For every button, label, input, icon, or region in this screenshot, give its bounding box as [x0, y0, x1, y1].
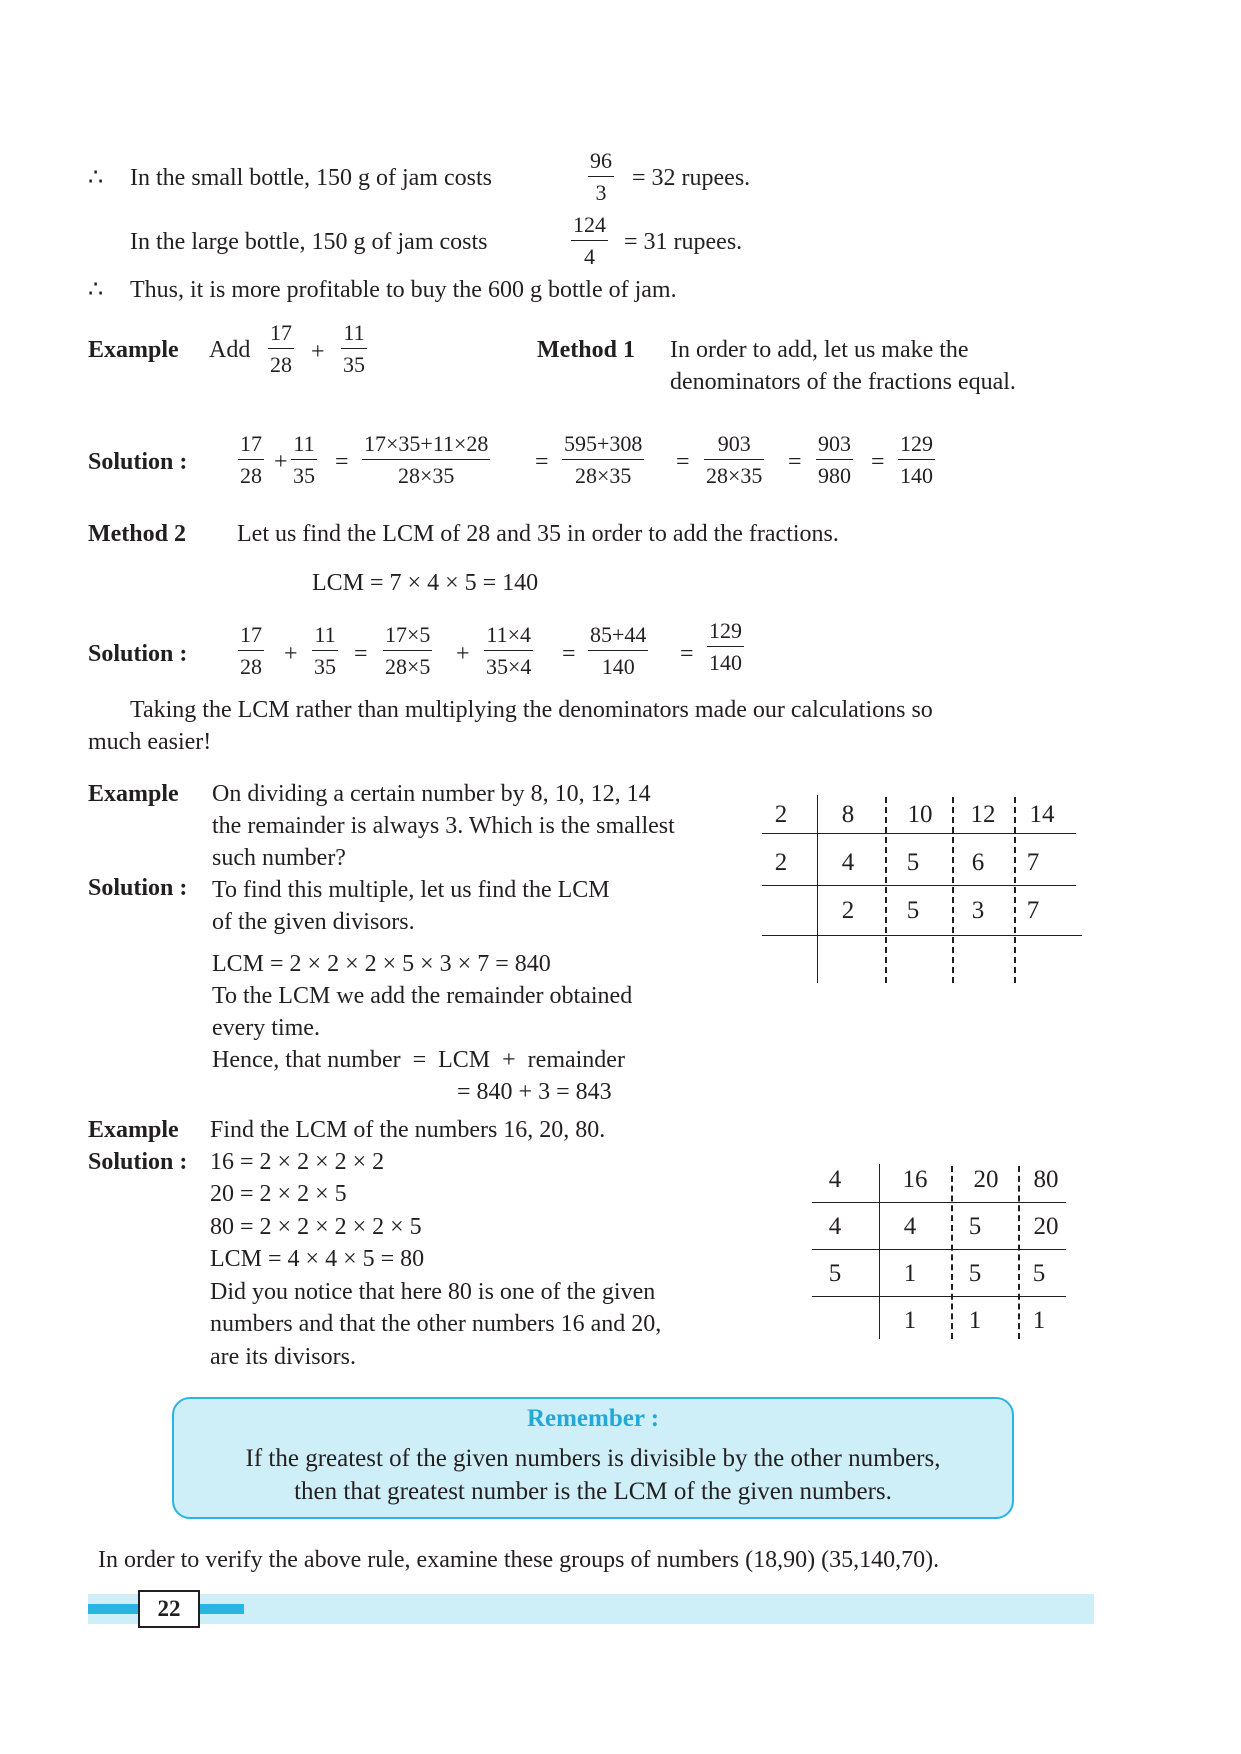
table-cell: 1	[968, 1307, 982, 1334]
plus-sign: +	[274, 449, 288, 475]
sol2-fraction-e: 85+44 140	[590, 622, 647, 679]
equals-sign: =	[562, 641, 576, 667]
solution-label: Solution :	[88, 875, 188, 901]
add-word: Add	[209, 337, 251, 363]
table-cell: 5	[968, 1213, 982, 1240]
plus-sign: +	[456, 641, 470, 667]
lcm-140-line: LCM = 7 × 4 × 5 = 140	[312, 570, 539, 596]
therefore-symbol: ∴	[88, 277, 104, 303]
table-divider-dashed	[885, 797, 887, 983]
fraction-17-28: 17 28	[270, 320, 292, 377]
table-cell: 80	[1033, 1166, 1059, 1193]
solution-label: Solution :	[88, 641, 188, 667]
remember-title: Remember :	[526, 1405, 660, 1432]
sol1-fraction-f: 903 980	[818, 431, 851, 488]
table-cell: 1	[1032, 1307, 1046, 1334]
table-cell: 4	[828, 1166, 842, 1193]
remember-line1: If the greatest of the given numbers is divisible by the other numbers,	[245, 1445, 941, 1472]
ex2-result-line: = 840 + 3 = 843	[457, 1079, 612, 1105]
table-divider-dashed	[1018, 1166, 1020, 1339]
ex2-solution-line6: Hence, that number = LCM + remainder	[212, 1047, 625, 1073]
example-label: Example	[88, 781, 179, 807]
table-rule	[812, 1202, 1066, 1203]
table-cell: 5	[906, 849, 920, 876]
small-bottle-fraction: 96 3	[590, 148, 612, 205]
table-rule	[812, 1249, 1066, 1250]
method1-label: Method 1	[537, 337, 635, 363]
sol1-fraction-g: 129 140	[900, 431, 933, 488]
table-cell: 16	[902, 1166, 928, 1193]
table-rule	[812, 1296, 1066, 1297]
table-divider	[817, 795, 818, 983]
table-cell: 2	[774, 801, 788, 828]
table-rule	[762, 885, 1076, 886]
ex2-question-line3: such number?	[212, 845, 346, 871]
method2-label: Method 2	[88, 521, 186, 547]
equals-sign: =	[680, 641, 694, 667]
table-rule	[762, 935, 1082, 936]
equals-sign: =	[354, 641, 368, 667]
table-divider-dashed	[952, 797, 954, 983]
ex2-solution-line1: To find this multiple, let us find the LCM	[212, 877, 610, 903]
method1-text-line1: In order to add, let us make the	[670, 337, 969, 363]
sol2-fraction-c: 17×5 28×5	[385, 622, 431, 679]
large-bottle-text: In the large bottle, 150 g of jam costs	[130, 229, 488, 255]
table-divider	[879, 1164, 880, 1339]
large-bottle-result: = 31 rupees.	[624, 229, 743, 255]
sol1-fraction-a: 17 28	[240, 431, 262, 488]
sol1-fraction-e: 903 28×35	[706, 431, 763, 488]
table-cell: 5	[828, 1260, 842, 1287]
ex2-lcm-line: LCM = 2 × 2 × 2 × 5 × 3 × 7 = 840	[212, 951, 551, 977]
sol2-fraction-f: 129 140	[709, 618, 742, 675]
method1-text-line2: denominators of the fractions equal.	[670, 369, 1016, 395]
plus-sign: +	[311, 339, 325, 365]
table-cell: 3	[971, 897, 985, 924]
example-label: Example	[88, 1117, 179, 1143]
ex3-line: Did you notice that here 80 is one of the given	[210, 1279, 656, 1305]
ex2-solution-line5: every time.	[212, 1015, 320, 1041]
table-rule	[762, 833, 1076, 834]
sol1-fraction-d: 595+308 28×35	[564, 431, 643, 488]
equals-sign: =	[335, 449, 349, 475]
table-divider-dashed	[951, 1166, 953, 1339]
table-cell: 2	[841, 897, 855, 924]
ex2-question-line1: On dividing a certain number by 8, 10, 12, 14	[212, 781, 651, 807]
ex3-line: 16 = 2 × 2 × 2 × 2	[210, 1149, 385, 1175]
table-cell: 4	[841, 849, 855, 876]
sol2-fraction-a: 17 28	[240, 622, 262, 679]
solution-label: Solution :	[88, 1149, 188, 1175]
lcm-note-line1: Taking the LCM rather than multiplying the denominators made our calculations so	[130, 697, 933, 723]
equals-sign: =	[676, 449, 690, 475]
table-cell: 5	[906, 897, 920, 924]
sol2-fraction-d: 11×4 35×4	[486, 622, 532, 679]
table-cell: 6	[971, 849, 985, 876]
table-cell: 20	[973, 1166, 999, 1193]
ex3-line: are its divisors.	[210, 1344, 356, 1370]
jam-conclusion: Thus, it is more profitable to buy the 600 g bottle of jam.	[130, 277, 677, 303]
ex2-solution-line4: To the LCM we add the remainder obtained	[212, 983, 633, 1009]
sol1-fraction-c: 17×35+11×28 28×35	[364, 431, 489, 488]
small-bottle-result: = 32 rupees.	[632, 165, 751, 191]
table-cell: 14	[1029, 801, 1055, 828]
equals-sign: =	[535, 449, 549, 475]
ex2-question-line2: the remainder is always 3. Which is the smallest	[212, 813, 675, 839]
table-cell: 10	[907, 801, 933, 828]
sol1-fraction-b: 11 35	[293, 431, 315, 488]
ex3-lcm-line: LCM = 4 × 4 × 5 = 80	[210, 1246, 425, 1272]
table-cell: 4	[903, 1213, 917, 1240]
ex3-question: Find the LCM of the numbers 16, 20, 80.	[210, 1117, 606, 1143]
ex2-solution-line2: of the given divisors.	[212, 909, 415, 935]
ex3-line: numbers and that the other numbers 16 and 20,	[210, 1311, 662, 1337]
fraction-11-35: 11 35	[343, 320, 365, 377]
ex3-line: 80 = 2 × 2 × 2 × 2 × 5	[210, 1214, 422, 1240]
lcm-note-line2: much easier!	[88, 729, 212, 755]
large-bottle-fraction: 124 4	[573, 212, 606, 269]
method2-text: Let us find the LCM of 28 and 35 in order to add the fractions.	[237, 521, 839, 547]
therefore-symbol: ∴	[88, 165, 104, 191]
equals-sign: =	[788, 449, 802, 475]
table-cell: 8	[841, 801, 855, 828]
solution-label: Solution :	[88, 449, 188, 475]
small-bottle-text: In the small bottle, 150 g of jam costs	[130, 165, 492, 191]
table-cell: 1	[903, 1307, 917, 1334]
table-cell: 1	[903, 1260, 917, 1287]
table-cell: 2	[774, 849, 788, 876]
plus-sign: +	[284, 641, 298, 667]
table-cell: 7	[1026, 897, 1040, 924]
verify-rule-text: In order to verify the above rule, examine these groups of numbers (18,90) (35,140,70).	[98, 1547, 940, 1573]
table-cell: 4	[828, 1213, 842, 1240]
table-cell: 12	[970, 801, 996, 828]
equals-sign: =	[871, 449, 885, 475]
ex3-line: 20 = 2 × 2 × 5	[210, 1181, 347, 1207]
table-cell: 5	[1032, 1260, 1046, 1287]
table-divider-dashed	[1014, 797, 1016, 983]
table-cell: 20	[1033, 1213, 1059, 1240]
example-label: Example	[88, 337, 179, 363]
page-number: 22	[157, 1596, 181, 1621]
remember-box	[172, 1397, 1014, 1519]
sol2-fraction-b: 11 35	[314, 622, 336, 679]
table-cell: 7	[1026, 849, 1040, 876]
table-cell: 5	[968, 1260, 982, 1287]
remember-line2: then that greatest number is the LCM of the given numbers.	[294, 1478, 892, 1505]
page-number-box	[138, 1590, 200, 1628]
